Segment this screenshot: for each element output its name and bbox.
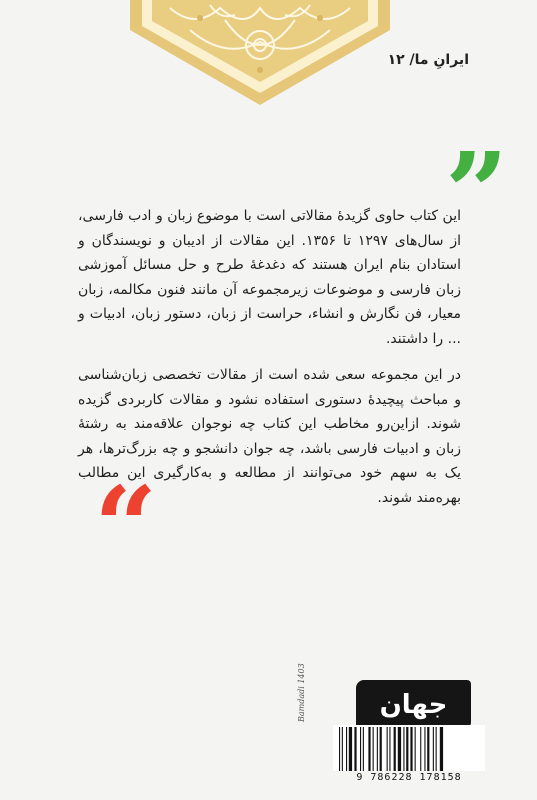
barcode-bar [389, 727, 390, 771]
barcode-bar [368, 727, 370, 771]
barcode-bar [363, 727, 364, 771]
barcode-bar [410, 727, 412, 771]
barcode-bar [394, 727, 396, 771]
open-quote-icon: ” [445, 128, 509, 257]
barcode-bar [342, 727, 343, 771]
barcode-bar [387, 727, 388, 771]
barcode-bar [436, 727, 437, 771]
blurb-paragraph-2: در این مجموعه سعی شده است از مقالات تخصصی زبان‌شناسی و مباحث پیچیدهٔ دستوری استفاده نشود و مقالات کاربردی گزیده شوند. ازاین‌رو مخاطب این کتاب چه نوجوان علاقه‌مند به رشتهٔ زبان و ادبیات فارسی باشد، چه جوان دانشجو و چه بزرگ‌ترها، هر یک به سهم خود می‌توانند از مطالعه و به‌کارگیری این مطالب بهره‌مند شوند. [78, 367, 461, 506]
barcode-bar [380, 727, 382, 771]
barcode-bar [398, 727, 401, 771]
barcode-bar [339, 727, 340, 771]
barcode-bar [349, 727, 352, 771]
barcode-bar [360, 727, 361, 771]
barcode-bar [346, 727, 347, 771]
arabesque-ornament [130, 0, 390, 105]
publisher-logo: جهان [356, 680, 471, 730]
designer-credit: Bamdadi 1403 [297, 663, 306, 722]
close-quote-icon: “ [94, 462, 158, 591]
barcode [333, 725, 485, 797]
barcode-bar [354, 727, 356, 771]
barcode-bar [373, 727, 374, 771]
series-label: ایرانِ ما/ ۱۲ [387, 52, 469, 68]
barcode-bar [403, 727, 404, 771]
blurb-paragraph-1: این کتاب حاوی گزیدهٔ مقالاتی است با موضوع زبان و ادب فارسی، از سال‌های ۱۲۹۷ تا ۱۳۵۶. این مقالات از ادیبان و نویسندگان و استادان بنام ایران هستند که دغدغهٔ طرح و حل مسائل آموزشی زبان فارسی و موضوعات زیرمجموعه آن مانند فنون مکالمه، زبان معیار، فن نگارش و انشاء، حراست از زبان، دستور زبان، ادبیات و ... را داشتند. [78, 208, 461, 347]
barcode-bar [433, 727, 434, 771]
barcode-bar [415, 727, 416, 771]
barcode-bars-icon [333, 725, 485, 771]
barcode-bar [427, 727, 429, 771]
isbn-number: 9 786228 178158 [356, 772, 462, 783]
barcode-bar [377, 727, 378, 771]
barcode-bar [440, 727, 443, 771]
barcode-bar [406, 727, 408, 771]
barcode-bar [420, 727, 421, 771]
barcode-bar [424, 727, 425, 771]
